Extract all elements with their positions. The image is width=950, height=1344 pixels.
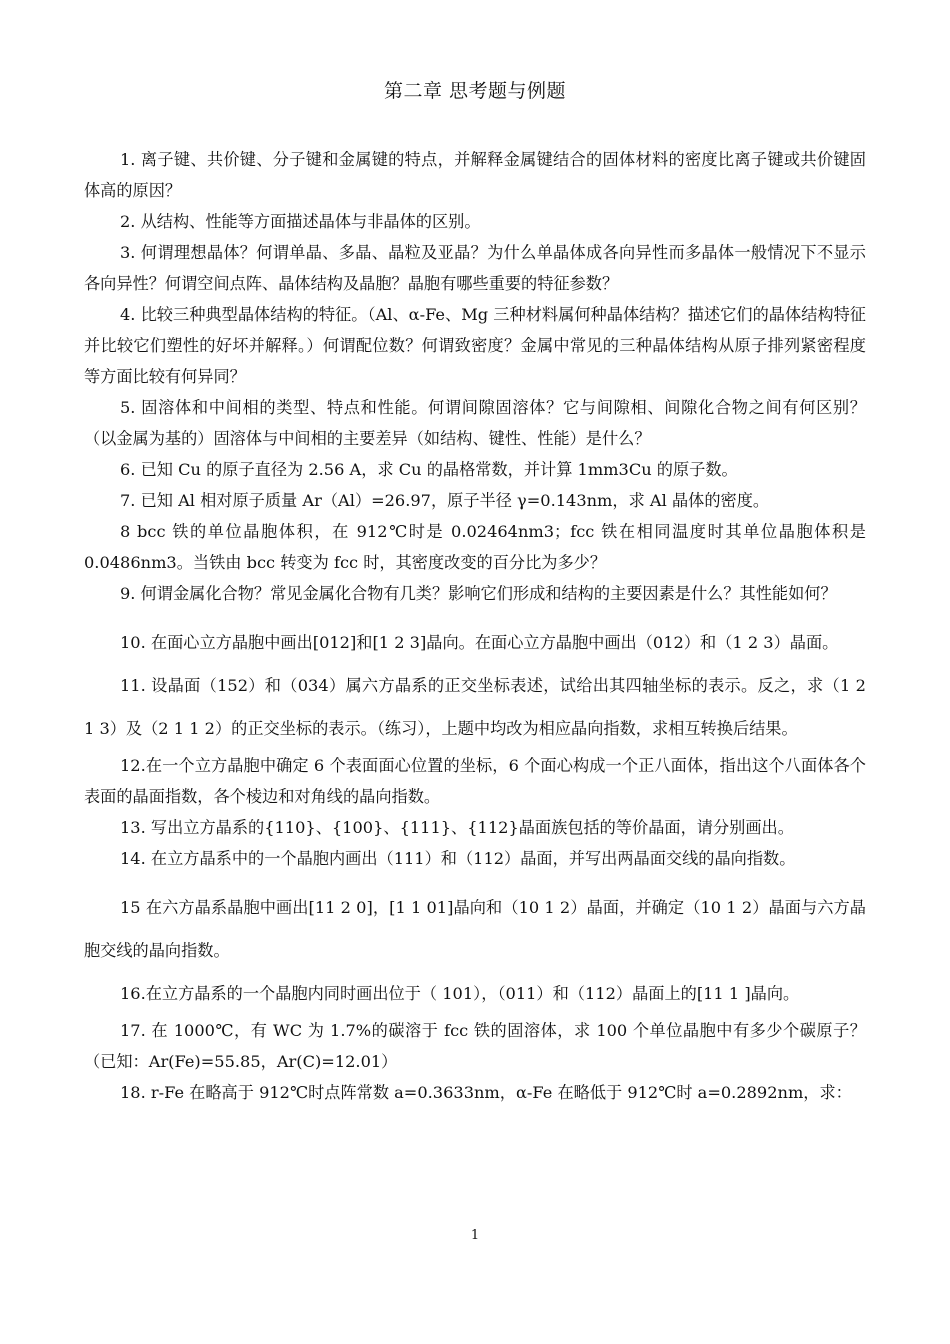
question-12: 12.在一个立方晶胞中确定 6 个表面面心位置的坐标，6 个面心构成一个正八面体，指出这个八面体各个表面的晶面指数，各个棱边和对角线的晶向指数。	[84, 756, 866, 806]
question-5: 5. 固溶体和中间相的类型、特点和性能。何谓间隙固溶体？它与间隙相、间隙化合物之间有何区别？（以金属为基的）固溶体与中间相的主要差异（如结构、键性、性能）是什么？	[84, 398, 866, 448]
question-14: 14. 在立方晶系中的一个晶胞内画出（111）和（112）晶面，并写出两晶面交线的晶向指数。	[120, 849, 796, 868]
question-16: 16.在立方晶系的一个晶胞内同时画出位于（ 101），（011）和（112）晶面上的[11 1 ]晶向。	[120, 984, 800, 1003]
question-17: 17. 在 1000℃，有 WC 为 1.7%的碳溶于 fcc 铁的固溶体，求 100 个单位晶胞中有多少个碳原子？（已知：Ar(Fe)=55.85，Ar(C)=12.01）	[84, 1021, 866, 1071]
question-13: 13. 写出立方晶系的{110}、{100}、{111}、{112}晶面族包括的等价晶面，请分别画出。	[120, 818, 794, 837]
question-2: 2. 从结构、性能等方面描述晶体与非晶体的区别。	[120, 212, 481, 231]
question-8: 8 bcc 铁的单位晶胞体积，在 912℃时是 0.02464nm3；fcc 铁在相同温度时其单位晶胞体积是 0.0486nm3。当铁由 bcc 转变为 fcc 时，其密度改变的百分比为多少？	[84, 522, 866, 572]
question-3: 3. 何谓理想晶体？何谓单晶、多晶、晶粒及亚晶？为什么单晶体成各向异性而多晶体一般情况下不显示各向异性？何谓空间点阵、晶体结构及晶胞？晶胞有哪些重要的特征参数？	[84, 243, 866, 293]
question-1: 1. 离子键、共价键、分子键和金属键的特点，并解释金属键结合的固体材料的密度比离子键或共价键固体高的原因？	[84, 150, 866, 200]
page-number: 1	[470, 1228, 480, 1243]
question-7: 7. 已知 Al 相对原子质量 Ar（Al）=26.97，原子半径 γ=0.143nm，求 Al 晶体的密度。	[120, 491, 770, 510]
chapter-title: 第二章 思考题与例题	[383, 80, 567, 102]
question-18: 18. r-Fe 在略高于 912℃时点阵常数 a=0.3633nm，α-Fe 在略低于 912℃时 a=0.2892nm，求：	[120, 1083, 852, 1102]
question-11: 11. 设晶面（152）和（034）属六方晶系的正交坐标表述，试给出其四轴坐标的表示。反之，求（1 2 1 3）及（2 1 1 2）的正交坐标的表示。（练习），上题中均改为相应晶向指数，求相互转换后结果。	[84, 676, 866, 738]
question-list	[84, 144, 866, 1108]
question-4: 4. 比较三种典型晶体结构的特征。（Al、α-Fe、Mg 三种材料属何种晶体结构？描述它们的晶体结构特征并比较它们塑性的好坏并解释。）何谓配位数？何谓致密度？金属中常见的三种晶体结构从原子排列紧密程度等方面比较有何异同？	[84, 305, 866, 386]
question-9: 9. 何谓金属化合物？常见金属化合物有几类？影响它们形成和结构的主要因素是什么？其性能如何？	[120, 584, 837, 603]
question-6: 6. 已知 Cu 的原子直径为 2.56 A，求 Cu 的晶格常数，并计算 1mm3Cu 的原子数。	[120, 460, 738, 479]
question-10: 10. 在面心立方晶胞中画出[012]和[1 2 3]晶向。在面心立方晶胞中画出（012）和（1 2 3）晶面。	[120, 633, 839, 652]
question-15: 15 在六方晶系晶胞中画出[11 2 0]，[1 1 01]晶向和（10 1 2）晶面，并确定（10 1 2）晶面与六方晶胞交线的晶向指数。	[84, 898, 866, 960]
